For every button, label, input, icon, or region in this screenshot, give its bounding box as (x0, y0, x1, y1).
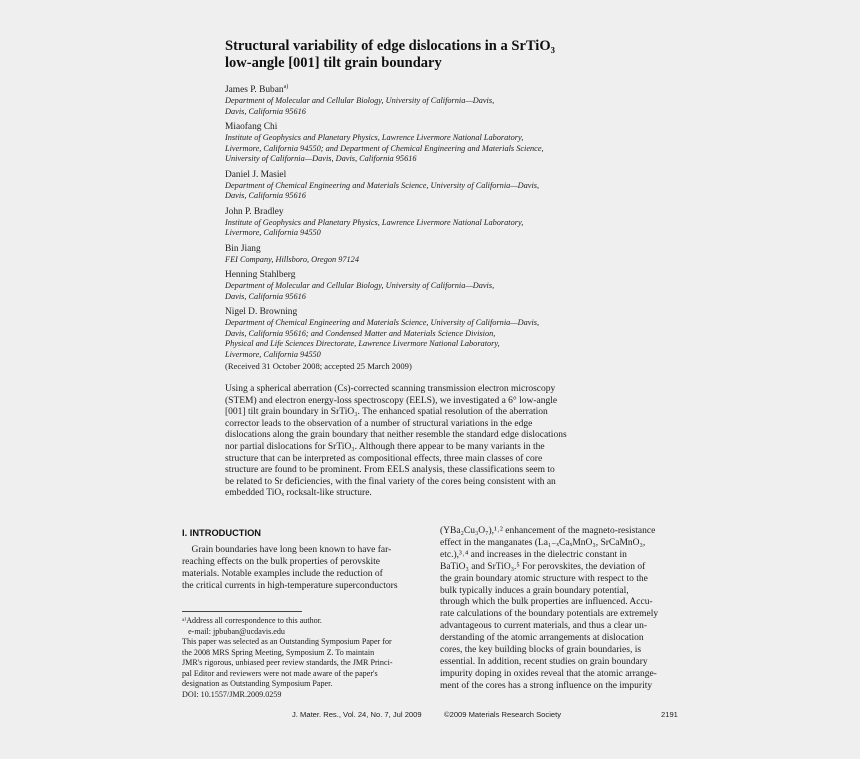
footnote-line: DOI: 10.1557/JMR.2009.0259 (182, 689, 282, 699)
footnotes (182, 616, 422, 700)
abstract-line: [001] tilt grain boundary in SrTiO₃. The enhanced spatial resolution of the aberration (225, 407, 548, 418)
footnote-line: designation as Outstanding Symposium Paper. (182, 679, 333, 688)
body-line: through which the bulk properties are influenced. Accu- (440, 597, 653, 608)
author-block (225, 207, 625, 239)
received-dates: (Received 31 October 2008; accepted 25 March 2009) (225, 361, 412, 371)
abstract-line: nor partial dislocations for SrTiO₃. Although there appear to be many variants in the (225, 441, 545, 452)
title-line: low-angle [001] tilt grain boundary (225, 55, 442, 71)
affiliation-line: Livermore, California 94550 (225, 349, 321, 359)
body-line: rate calculations of the boundary potentials are extremely (440, 609, 659, 620)
affiliation-line: Physical and Life Sciences Directorate, Lawrence Livermore National Laboratory, (225, 339, 500, 349)
body-line: cores, the key building blocks of grain boundaries, is (440, 645, 642, 656)
abstract-line: structure that can be interpreted as compositional effects, three main classes of core (225, 453, 543, 464)
author-name: James P. Buban$^{a)}$ (225, 84, 289, 96)
title-line: Structural variability of edge dislocations in a SrTiO₃ (225, 38, 555, 54)
author-list (225, 82, 625, 365)
author-block (225, 122, 625, 165)
affiliation-line: Institute of Geophysics and Planetary Physics, Lawrence Livermore National Laboratory, (225, 217, 524, 227)
author-name: Daniel J. Masiel (225, 169, 287, 180)
body-line: Grain boundaries have long been known to have far- (182, 545, 392, 555)
paper-title (225, 38, 645, 72)
author-block (225, 270, 625, 302)
body-line: (YBa₂Cu₃O₇),¹˒² enhancement of the magneto-resistance (440, 526, 656, 536)
body-line: bulk typically induces a grain boundary potential, (440, 585, 629, 596)
affiliation-line: University of California—Davis, Davis, California 95616 (225, 154, 417, 164)
body-line: ment of the cores has a strong influence on the impurity (440, 680, 653, 691)
body-line: advantageous to current materials, and thus a clear un- (440, 621, 648, 632)
author-name: Miaofang Chi (225, 122, 278, 133)
footnote-line: e-mail: jpbuban@ucdavis.edu (182, 626, 285, 636)
footnote-line: JMR's rigorous, unbiased peer review standards, the JMR Princi- (182, 658, 393, 667)
body-line: BaTiO₃ and SrTiO₃.⁵ For perovskites, the deviation of (440, 561, 646, 572)
body-line: reaching effects on the bulk properties of perovskite (182, 556, 380, 567)
author-block (225, 82, 625, 117)
abstract-line: (STEM) and electron energy-loss spectroscopy (EELS), we investigated a 6° low-angle (225, 395, 558, 406)
footnote-line: ᵃ⁾Address all correspondence to this author. (182, 616, 322, 625)
affiliation-line: Livermore, California 94550; and Department of Chemical Engineering and Materials Science, (225, 143, 544, 153)
affiliation-line: Livermore, California 94550 (225, 228, 321, 238)
affiliation-line: Department of Molecular and Cellular Biology, University of California—Davis, (225, 96, 495, 106)
abstract-line: embedded TiOₓ rocksalt-like structure. (225, 488, 372, 499)
body-line: materials. Notable examples include the reduction of (182, 568, 383, 579)
body-line: impurity doping in oxides reveal that the atomic arrange- (440, 668, 657, 679)
footnote-line: This paper was selected as an Outstanding Symposium Paper for (182, 637, 392, 646)
footer-journal: J. Mater. Res., Vol. 24, No. 7, Jul 2009 (292, 710, 422, 719)
correspondence-mark: a) (283, 84, 289, 90)
footnote-line: the 2008 MRS Spring Meeting, Symposium Z. To maintain (182, 647, 375, 657)
author-name: Nigel D. Browning (225, 307, 298, 318)
body-line: the grain boundary atomic structure with respect to the (440, 573, 648, 584)
abstract-line: dislocations along the grain boundary that neither resemble the standard edge dislocations (225, 430, 567, 441)
affiliation-line: Davis, California 95616 (225, 106, 306, 116)
page-number: 2191 (661, 710, 678, 719)
author-name: Bin Jiang (225, 243, 261, 254)
body-column-left (182, 545, 422, 593)
author-block (225, 307, 625, 360)
affiliation-line: Davis, California 95616 (225, 291, 306, 301)
body-line: the critical currents in high-temperature superconductors (182, 580, 398, 591)
affiliation-line: Institute of Geophysics and Planetary Physics, Lawrence Livermore National Laboratory, (225, 133, 524, 143)
abstract-line: structure are found to be prominent. From EELS analysis, these classifications seem to (225, 465, 555, 476)
author-name: Henning Stahlberg (225, 270, 296, 281)
footer-copyright: ©2009 Materials Research Society (444, 710, 562, 719)
affiliation-line: Department of Chemical Engineering and Materials Science, University of California—Davis, (225, 180, 540, 190)
body-line: etc.),³˒⁴ and increases in the dielectric constant in (440, 549, 627, 560)
body-line: essential. In addition, recent studies on grain boundary (440, 656, 648, 667)
footnote-line: pal Editor and reviewers were not made aware of the paper's (182, 668, 378, 678)
abstract (225, 384, 610, 500)
footnote-rule (182, 611, 302, 612)
body-column-right (440, 526, 680, 693)
affiliation-line: FEI Company, Hillsboro, Oregon 97124 (225, 254, 359, 264)
affiliation-line: Department of Chemical Engineering and Materials Science, University of California—Davis, (225, 318, 540, 328)
abstract-line: Using a spherical aberration (Cs)-corrected scanning transmission electron microscopy (225, 384, 556, 394)
affiliation-line: Davis, California 95616 (225, 191, 306, 201)
abstract-line: be related to Sr deficiencies, with the final variety of the cores being consistent with an (225, 476, 556, 487)
body-line: effect in the manganates (La₁₋ₓCaₓMnO₃, SrCaMnO₃, (440, 537, 646, 548)
body-line: derstanding of the atomic arrangements at dislocation (440, 633, 644, 644)
section-heading: I. INTRODUCTION (182, 528, 262, 538)
author-name: John P. Bradley (225, 206, 284, 217)
author-block (225, 170, 625, 202)
affiliation-line: Department of Molecular and Cellular Biology, University of California—Davis, (225, 281, 495, 291)
affiliation-line: Davis, California 95616; and Condensed Matter and Materials Science Division, (225, 328, 496, 338)
author-block (225, 244, 625, 266)
abstract-line: corrector leads to the observation of a number of structural variations in the edge (225, 418, 533, 429)
